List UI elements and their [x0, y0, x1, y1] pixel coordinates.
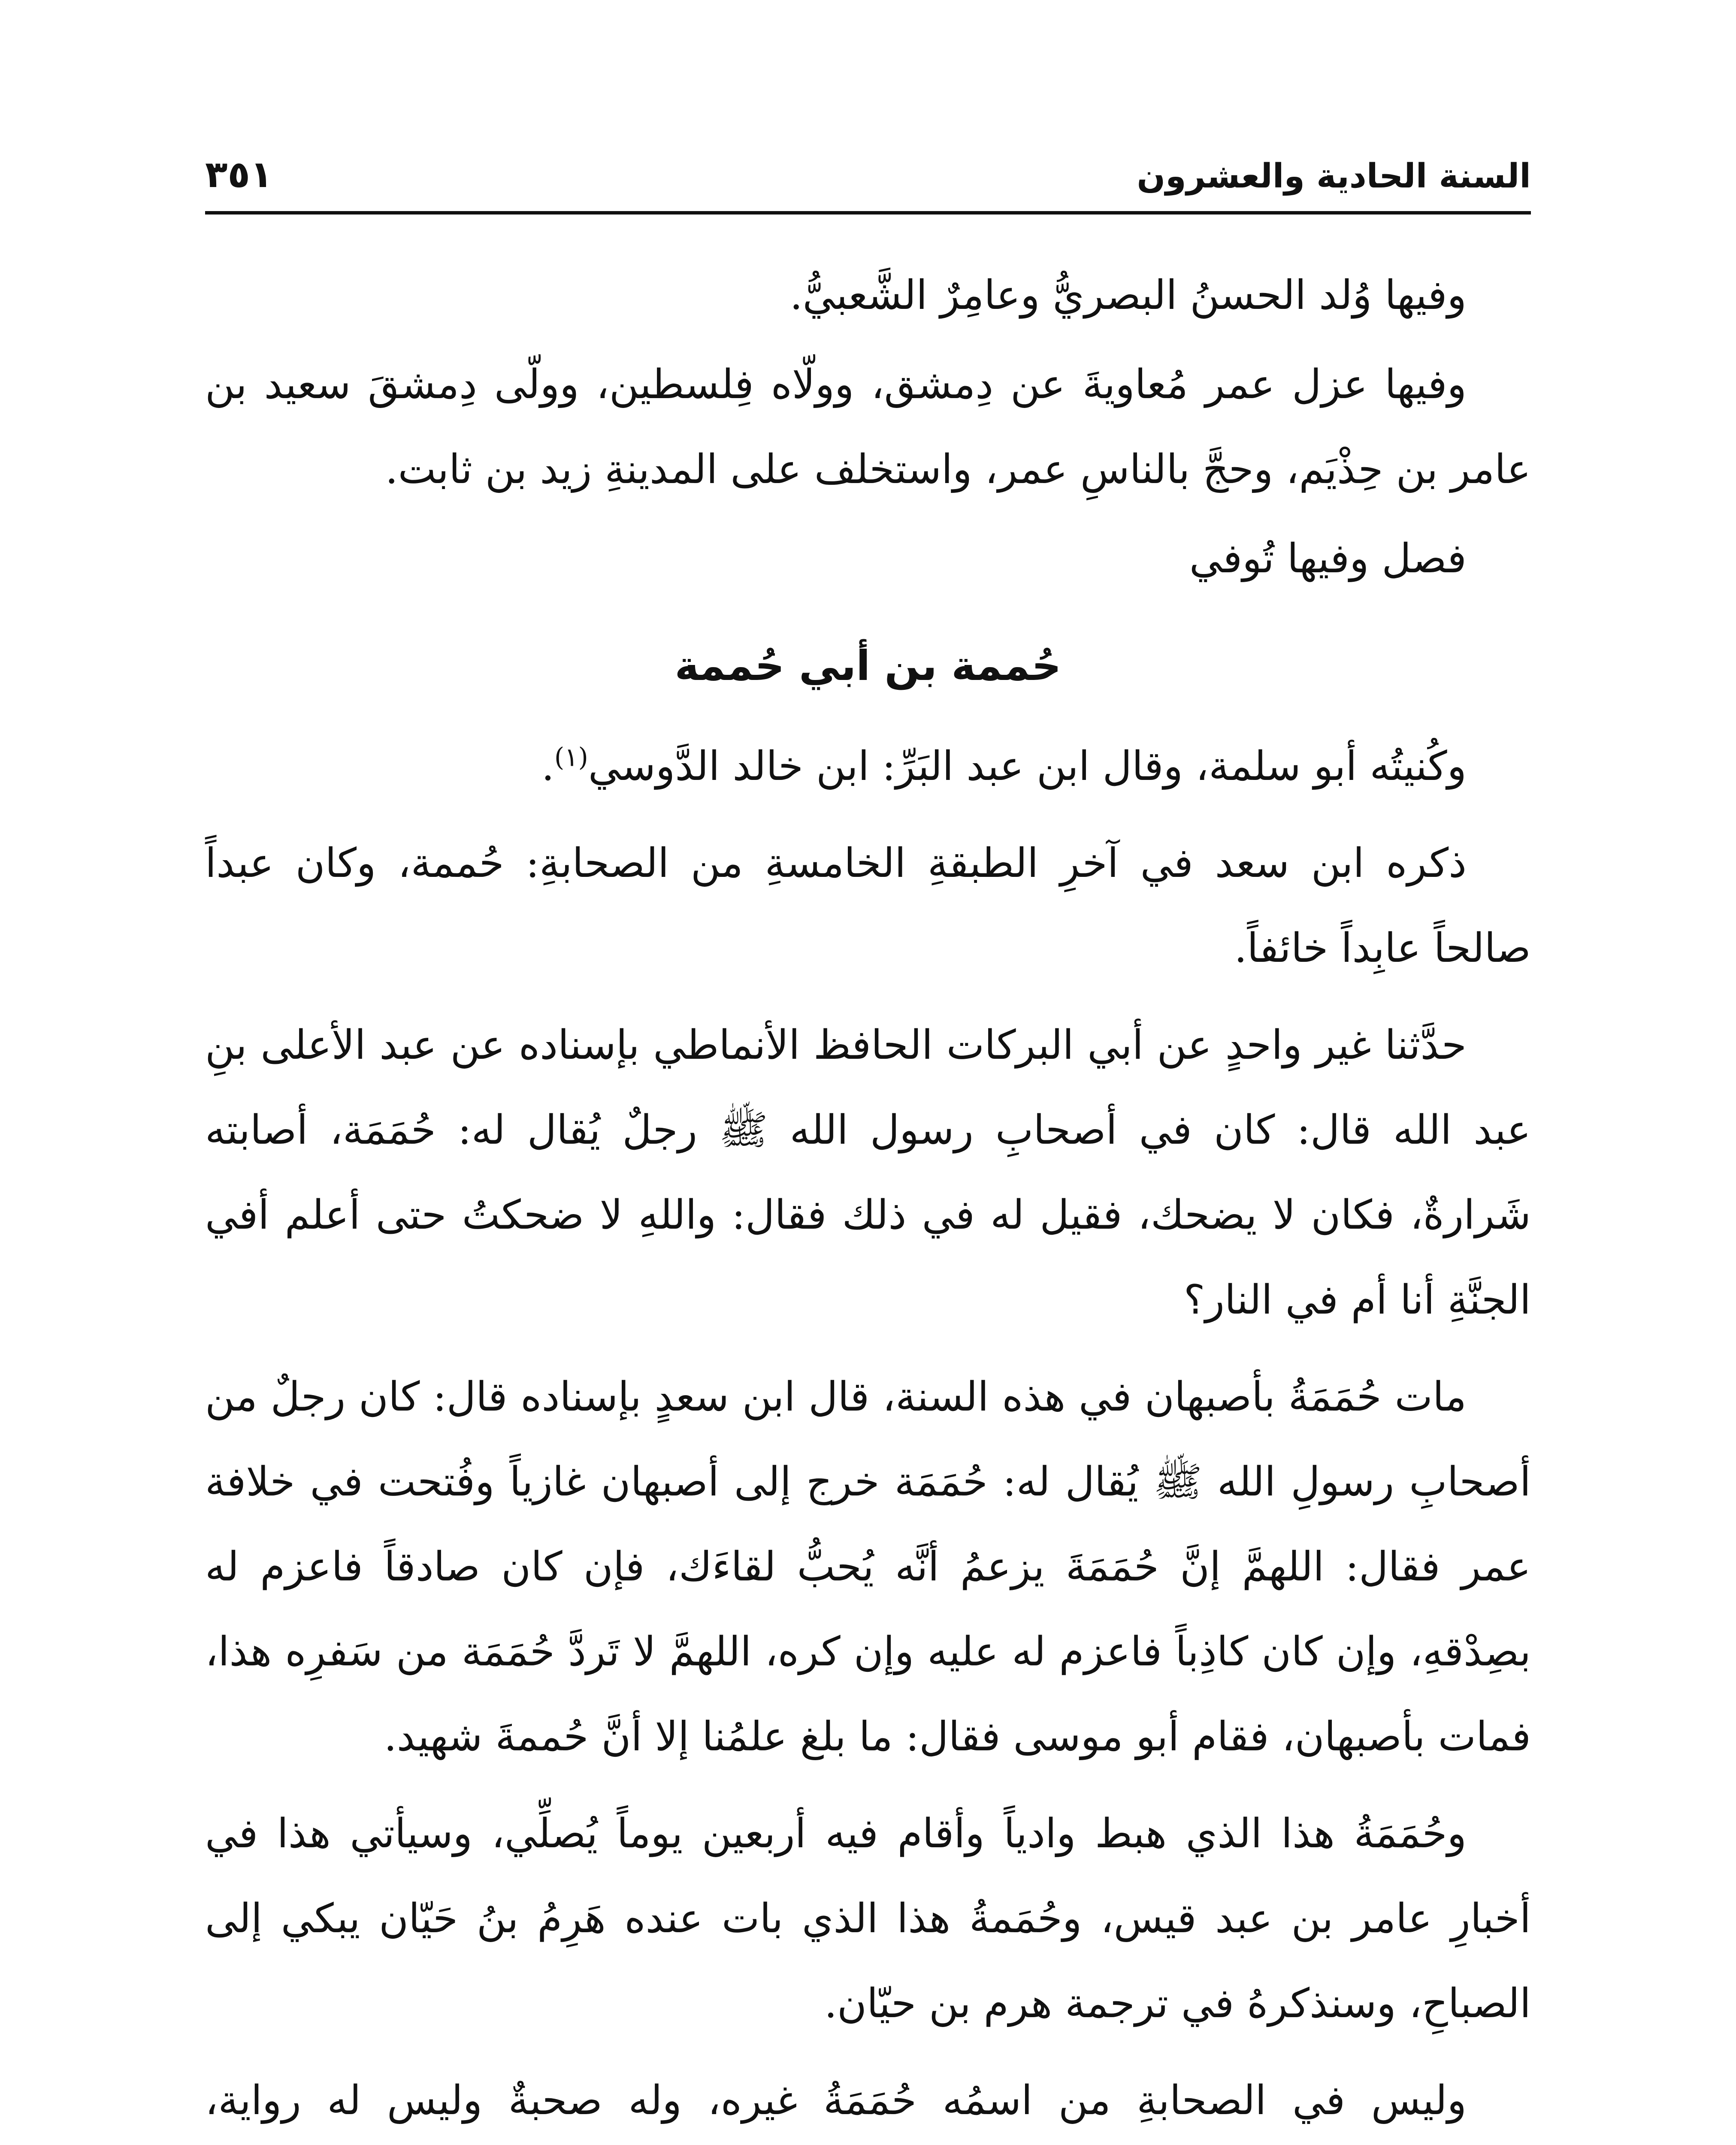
section-heading: حُممة بن أبي حُممة	[674, 642, 1062, 690]
paragraph-section-intro: فصل وفيها تُوفي	[1189, 535, 1467, 582]
paragraph-kunya	[205, 724, 1531, 809]
page-header	[205, 129, 1531, 196]
paragraph-death: مات حُمَمَةُ بأصبهان في هذه السنة، قال ابن سعدٍ بإسناده قال: كان رجلٌ من أصحابِ رسولِ الله ﷺ يُقال له: حُمَمَة خرج إلى أصبهان غازياً وفُتحت في خلافة عمر فقال: اللهمَّ إنَّ حُمَمَةَ يزعمُ أنَّه يُحبُّ لقاءَك، فإن كان صادقاً فاعزم له بصِدْقهِ، وإن كان كاذِباً فاعزم له عليه وإن كره، اللهمَّ لا تَردَّ حُمَمَة من سَفرِه هذا، فمات بأصبهان، فقام أبو موسى فقال: ما بلغ علمُنا إلا أنَّ حُممةَ شهيد.	[205, 1374, 1531, 1760]
header-rule	[205, 211, 1531, 214]
paragraph-narration: حدَّثنا غير واحدٍ عن أبي البركات الحافظ الأنماطي بإسناده عن عبد الأعلى بنِ عبد الله قال: كان في أصحابِ رسول الله ﷺ رجلٌ يُقال له: حُمَمَة، أصابته شَرارةٌ، فكان لا يضحك، فقيل له في ذلك فقال: واللهِ لا ضحكتُ حتى أعلم أفي الجنَّةِ أنا أم في النار؟	[205, 1022, 1531, 1323]
paragraph-companions	[205, 2058, 1531, 2145]
paragraph-companions-text: وليس في الصحابةِ من اسمُه حُمَمَةُ غيره، وله صحبةٌ وليس له رواية،	[205, 2077, 1467, 2124]
paragraph-valley: وحُمَمَةُ هذا الذي هبط وادياً وأقام فيه أربعين يوماً يُصلِّي، وسيأتي هذا في أخبارِ عامر بن عبد قيس، وحُمَمةُ هذا الذي بات عنده هَرِمُ بنُ حَيّان يبكي إلى الصباحِ، وسنذكرهُ في ترجمة هرم بن حيّان.	[205, 1810, 1531, 2027]
paragraph-kunya-end: .	[541, 743, 554, 790]
footnote-ref-1[interactable]: (١)	[554, 742, 588, 773]
paragraph-births: وفيها وُلد الحسنُ البصريُّ وعامِرٌ الشَّعبيُّ.	[789, 272, 1467, 319]
paragraph-events: وفيها عزل عمر مُعاويةَ عن دِمشق، وولّاه فِلسطين، وولّى دِمشقَ سعيد بن عامر بن حِذْيَم، وحجَّ بالناسِ عمر، واستخلف على المدينةِ زيد بن ثابت.	[205, 361, 1531, 493]
paragraph-kunya-text: وكُنيتُه أبو سلمة، وقال ابن عبد البَرِّ: ابن خالد الدَّوسي	[588, 743, 1467, 790]
running-title: السنة الحادية والعشرون	[1137, 157, 1531, 196]
main-text	[205, 253, 1531, 2145]
page-number: ٣٥١	[205, 153, 273, 196]
paragraph-ibn-saad: ذكره ابن سعد في آخرِ الطبقةِ الخامسةِ من الصحابةِ: حُممة، وكان عبداً صالحاً عابِداً خائفاً.	[205, 840, 1531, 972]
